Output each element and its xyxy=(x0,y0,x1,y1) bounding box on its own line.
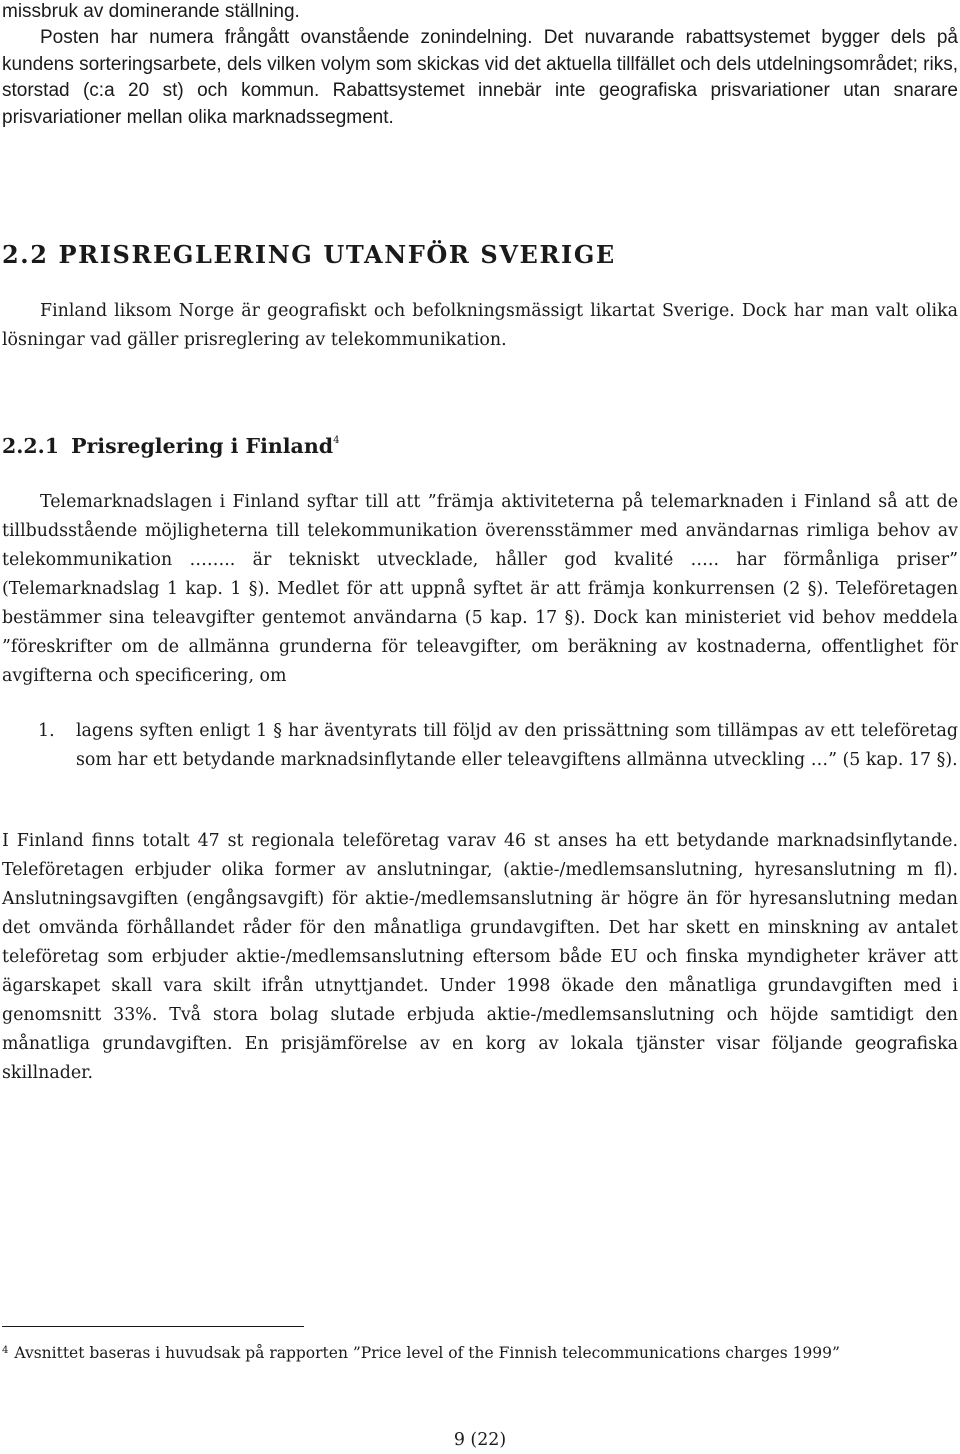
page-number: 9 (22) xyxy=(453,1430,507,1450)
section-heading-2-2: 2.2 PRISREGLERING UTANFÖR SVERIGE xyxy=(2,240,616,269)
carryover-text: missbruk av dominerande ställning. xyxy=(2,1,300,22)
footnote-mark: 4 xyxy=(2,1345,9,1356)
footnote xyxy=(2,1338,952,1366)
section-heading-2-2-1 xyxy=(2,434,339,458)
telemarknadslag-paragraph: Telemarknadslagen i Finland syftar till att ”främja aktiviteterna på telemarknaden i Finland så att de tillbudsstående möjligheterna till telekommunikation överensstämmer med användarnas rimliga behov av telekommunikation …….. är tekniskt utvecklade, håller god kvalité ….. har förmånliga priser” (Telemarknadslag 1 kap. 1 §). Medlet för att uppnå syftet är att främja konkurrensen (2 §). Teleföretagen bestämmer sina teleavgifter gentemot användarna (5 kap. 17 §). Dock kan ministeriet vid behov meddela ”föreskrifter om de allmänna grunderna för teleavgifter, om beräkning av kostnaderna, offentlighet för avgifterna och specificering, om xyxy=(2,492,958,686)
footnote-reference[interactable]: 4 xyxy=(333,435,340,446)
postal-zone-paragraph: Posten har numera frångått ovanstående zonindelning. Det nuvarande rabattsystemet bygger dels på kundens sorteringsarbete, dels vilken volym som skickas vid det aktuella tillfället och dels utdelningsområdet; riks, storstad (c:a 20 st) och kommun. Rabattsystemet innebär inte geografiska prisvariationer utan snarare prisvariationer mellan olika marknadssegment. xyxy=(2,27,958,128)
list-item-text: lagens syften enligt 1 § har äventyrats till följd av den prissättning som tillämpas av ett teleföretag som har ett betydande marknadsinflytande eller teleavgiftens allmänna utveckling …” (5 kap. 17 §). xyxy=(76,721,958,770)
footnote-divider xyxy=(2,1326,304,1327)
section-number: 2.2.1 xyxy=(2,434,60,458)
section-title: Prisreglering i Finland xyxy=(71,434,334,458)
list-item-number: 1. xyxy=(38,721,55,741)
list-item xyxy=(38,717,958,775)
footnote-text: Avsnittet baseras i huvudsak på rapporten ”Price level of the Finnish telecommunications charges 1999” xyxy=(14,1344,840,1362)
section-2-2-paragraph: Finland liksom Norge är geografiskt och befolkningsmässigt likartat Sverige. Dock har man valt olika lösningar vad gäller prisreglering av telekommunikation. xyxy=(2,301,958,350)
finland-operators-paragraph: I Finland finns totalt 47 st regionala teleföretag varav 46 st anses ha ett betydande marknadsinflytande. Teleföretagen erbjuder olika former av anslutningar, (aktie-/medlemsanslutning, hyresanslutning m fl). Anslutningsavgiften (engångsavgift) för aktie-/medlemsanslutning är högre än för hyresanslutning medan det omvända förhållandet råder för den månatliga grundavgiften. Det har skett en minskning av antalet teleföretag som erbjuder aktie-/medlemsanslutning eftersom både EU och finska myndigheter kräver att ägarskapet skall vara skilt ifrån utnyttjandet. Under 1998 ökade den månatliga grundavgiften med i genomsnitt 33%. Två stora bolag slutade erbjuda aktie-/medlemsanslutning och höjde samtidigt den månatliga grundavgiften. En prisjämförelse av en korg av lokala tjänster visar följande geografiska skillnader. xyxy=(2,831,958,1083)
